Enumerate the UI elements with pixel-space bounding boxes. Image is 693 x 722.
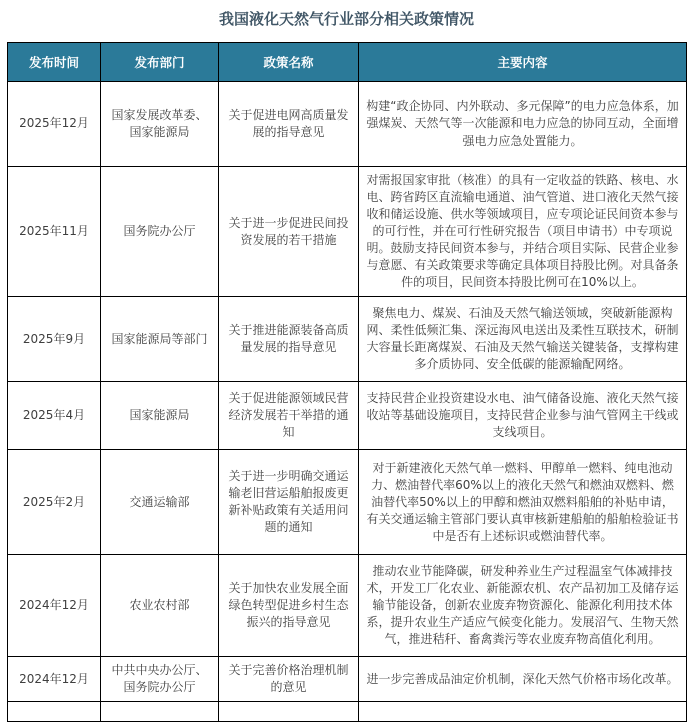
- cell-department: 国务院办公厅: [101, 167, 219, 297]
- cell-content: 对于新建液化天然气单一燃料、甲醇单一燃料、纯电池动力、燃油替代率60%以上的液化天然气和燃油双燃料、燃油替代率50%以上的甲醇和燃油双燃料船舶的补贴申请，有关交通运输主管部门要认真审核新建船舶的船舶检验证书中是否有上述标识或燃油替代率。: [359, 450, 687, 555]
- column-header-policy: 政策名称: [219, 43, 359, 82]
- cell-content: 对需报国家审批（核准）的具有一定收益的铁路、核电、水电、跨省跨区直流输电通道、油气管道、进口液化天然气接收和储运设施、供水等领域项目，应专项论证民间资本参与的可行性，并在可行性研究报告（项目申请书）中专项说明。鼓励支持民间资本参与，并结合项目实际、民营企业参与意愿、有关政策要求等确定具体项目持股比例。对具备条件的项目，民间资本持股比例可在10%以上。: [359, 167, 687, 297]
- cell-department: 中共中央办公厅、国务院办公厅: [101, 657, 219, 702]
- cell-date: 2024年12月: [8, 555, 101, 657]
- cell-date: 2025年2月: [8, 450, 101, 555]
- cell-policy: 关于进一步明确交通运输老旧营运船舶报废更新补贴政策有关适用问题的通知: [219, 450, 359, 555]
- cell-policy: 关于推进能源装备高质量发展的指导意见: [219, 297, 359, 382]
- cell-department: 交通运输部: [101, 450, 219, 555]
- cell-content: 推动农业节能降碳，研发种养业生产过程温室气体减排技术，开发工厂化农业、新能源农机、农产品初加工及储存运输节能设备，创新农业废弃物资源化、能源化利用技术体系，提升农业生产适应气候变化能力。发展沼气、生物天然气，推进秸秆、畜禽粪污等农业废弃物高值化利用。: [359, 555, 687, 657]
- table-row: [8, 297, 687, 382]
- table-row: [8, 82, 687, 167]
- cell-content: 进一步完善成品油定价机制，深化天然气价格市场化改革。: [359, 657, 687, 702]
- cell-date: [8, 702, 101, 722]
- cell-policy: 关于促进能源领域民营经济发展若干举措的通知: [219, 382, 359, 450]
- table-row: [8, 657, 687, 702]
- cell-date: 2024年12月: [8, 657, 101, 702]
- cell-content: 聚焦电力、煤炭、石油及天然气输送领域，突破新能源构网、柔性低频汇集、深远海风电送出及柔性互联技术，研制大容量长距离煤炭、石油及天然气输送关键装备，支撑构建多介质协同、安全低碳的能源输配网络。: [359, 297, 687, 382]
- cell-policy: 关于加快农业发展全面绿色转型促进乡村生态振兴的指导意见: [219, 555, 359, 657]
- cell-date: 2025年9月: [8, 297, 101, 382]
- table-row: [8, 450, 687, 555]
- cell-policy: [219, 702, 359, 722]
- cell-policy: 关于促进电网高质量发展的指导意见: [219, 82, 359, 167]
- cell-department: 国家能源局等部门: [101, 297, 219, 382]
- column-header-content: 主要内容: [359, 43, 687, 82]
- table-row-partial: [8, 702, 687, 722]
- cell-department: [101, 702, 219, 722]
- cell-date: 2025年4月: [8, 382, 101, 450]
- column-header-department: 发布部门: [101, 43, 219, 82]
- table-header-row: [8, 43, 687, 82]
- cell-date: 2025年11月: [8, 167, 101, 297]
- cell-content: 构建“政企协同、内外联动、多元保障”的电力应急体系，加强煤炭、天然气等一次能源和电力应急的协同互动，全面增强电力应急处置能力。: [359, 82, 687, 167]
- page-title: 我国液化天然气行业部分相关政策情况: [218, 10, 474, 28]
- table-row: [8, 167, 687, 297]
- table-row: [8, 555, 687, 657]
- cell-content: [359, 702, 687, 722]
- cell-policy: 关于进一步促进民间投资发展的若干措施: [219, 167, 359, 297]
- cell-policy: 关于完善价格治理机制的意见: [219, 657, 359, 702]
- cell-department: 农业农村部: [101, 555, 219, 657]
- cell-department: 国家发展改革委、国家能源局: [101, 82, 219, 167]
- table-row: [8, 382, 687, 450]
- column-header-date: 发布时间: [8, 43, 101, 82]
- cell-content: 支持民营企业投资建设水电、油气储备设施、液化天然气接收站等基础设施项目，支持民营企业参与油气管网主干线或支线项目。: [359, 382, 687, 450]
- policy-table: [7, 42, 687, 722]
- cell-date: 2025年12月: [8, 82, 101, 167]
- cell-department: 国家能源局: [101, 382, 219, 450]
